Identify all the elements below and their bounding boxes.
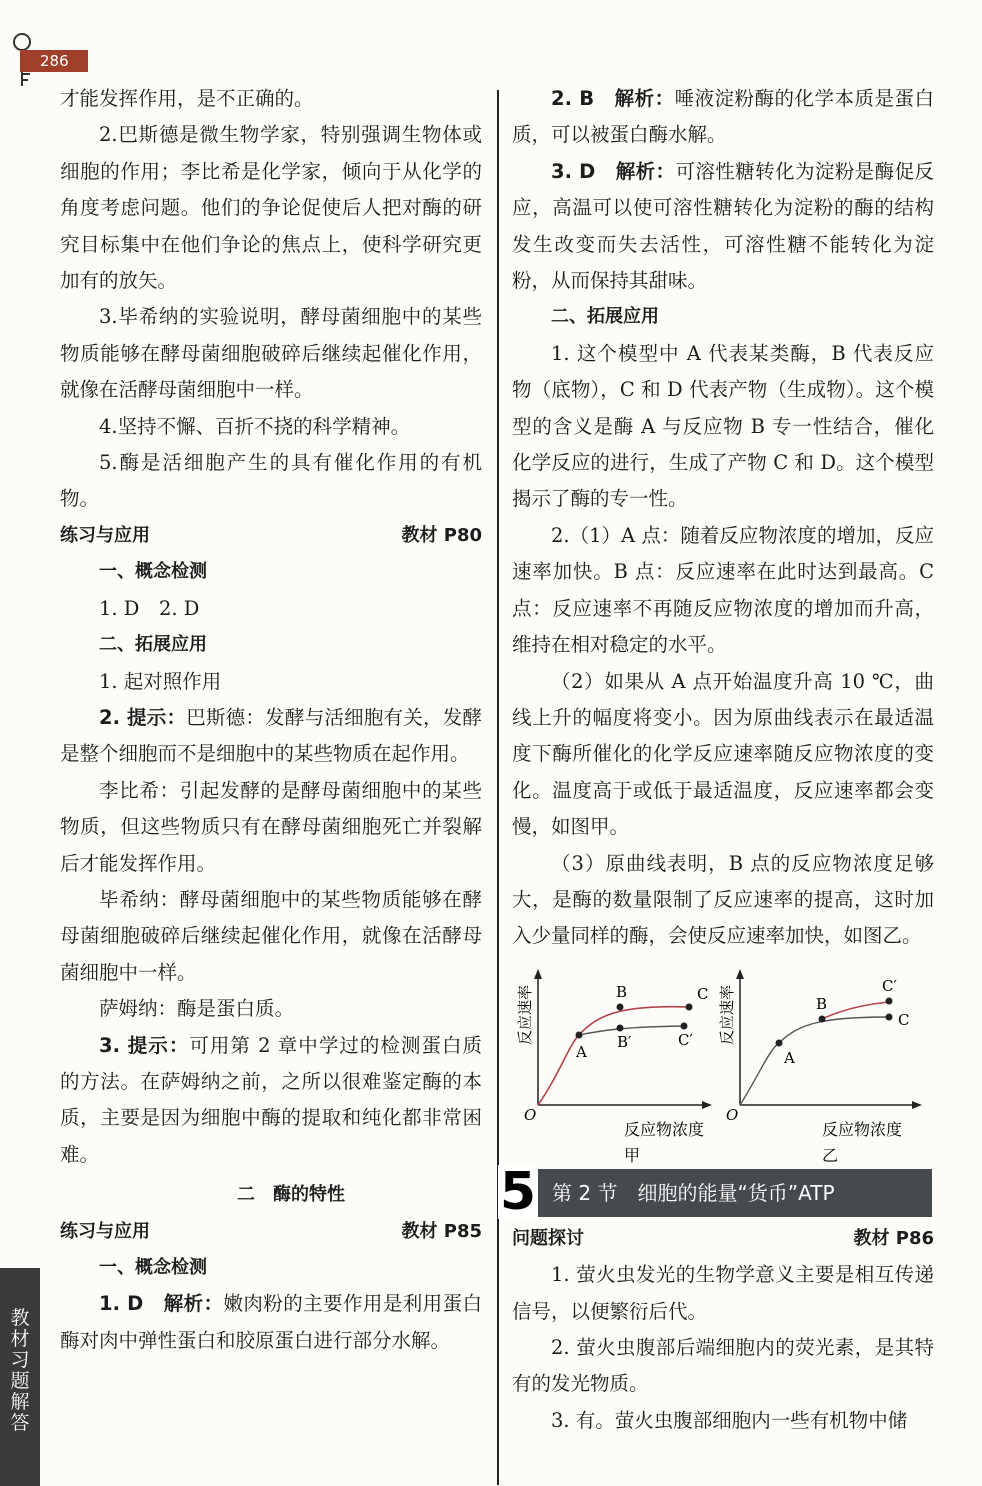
origin-label: O (524, 1105, 537, 1124)
paragraph: 1. 这个模型中 A 代表某类酶，B 代表反应物（底物），C 和 D 代表产物（生成物）。这个模型的含义是酶 A 与反应物 B 专一性结合，催化化学反应的进行，生成了产物 C 和 D。这个模型揭示了酶的专一性。 (512, 341, 934, 511)
chapter-number: 5 (499, 1161, 537, 1222)
section-banner-title: 第 2 节 细胞的能量“货币”ATP (552, 1180, 835, 1205)
paragraph: （2）如果从 A 点开始温度升高 10 ℃，曲线上升的幅度将变小。因为原曲线表示在最适温度下酶所催化的化学反应速率随反应物浓度的变化。温度高于或低于最适温度，反应速率都会变慢，如图甲。 (512, 669, 934, 839)
paragraph: （3）原曲线表明，B 点的反应物浓度足够大，是酶的数量限制了反应速率的提高，这时加入少量同样的酶，会使反应速率加快，如图乙。 (512, 851, 934, 948)
paragraph: 2.巴斯德是微生物学家，特别强调生物体或细胞的作用；李比希是化学家，倾向于从化学的角度考虑问题。他们的争论促使后人把对酶的研究目标集中在他们争论的焦点上，使科学研究更加有的放矢。 (60, 123, 482, 293)
right-column (499, 81, 934, 1439)
point-label: C (697, 984, 709, 1003)
point-label: B (616, 982, 628, 1001)
origin-label: O (726, 1105, 739, 1124)
paragraph: 2. 提示：巴斯德：发酵与活细胞有关，发酵是整个细胞而不是细胞中的某些物质在起作用。 (60, 705, 482, 766)
point-A (776, 1039, 783, 1046)
series-line-lower (579, 1026, 684, 1035)
left-column (60, 81, 482, 1359)
subheading: 一、概念检测 (99, 561, 207, 583)
series-line-original (740, 1017, 889, 1105)
point-label: A (784, 1048, 795, 1067)
answer-line: 1. 起对照作用 (99, 669, 222, 693)
x-axis-label: 反应物浓度 (624, 1119, 705, 1139)
paragraph: 毕希纳：酵母菌细胞中的某些物质能够在酵母菌细胞破碎后继续起催化作用，就像在活酵母菌细胞中一样。 (60, 887, 482, 984)
subheading: 一、概念检测 (99, 1257, 207, 1278)
point-label: C′ (678, 1030, 693, 1049)
paragraph: 1. 萤火虫发光的生物学意义主要是相互传递信号，以便繁衍后代。 (512, 1263, 934, 1323)
section-heading: 问题探讨 教材 P86 (512, 1227, 934, 1249)
chapter-section-banner (498, 1161, 932, 1222)
x-axis-arrow (912, 1101, 922, 1109)
chart-jia (516, 969, 712, 1165)
y-axis-label: 反应速率 (516, 984, 534, 1045)
paragraph: 2. B 解析：唾液淀粉酶的化学本质是蛋白质，可以被蛋白酶水解。 (512, 87, 934, 147)
chart-yi (718, 969, 922, 1165)
point-C (686, 1003, 693, 1010)
paragraph: 3.毕希纳的实验说明，酵母菌细胞中的某些物质能够在酵母菌细胞破碎后继续起催化作用，就像在活酵母菌细胞中一样。 (60, 305, 482, 402)
point-B (819, 1015, 826, 1022)
paragraph: 3. 有。萤火虫腹部细胞内一些有机物中储 (551, 1408, 908, 1432)
subheading: 二、拓展应用 (99, 634, 207, 656)
point-B (617, 1003, 624, 1010)
section-heading: 练习与应用 教材 P80 (60, 524, 482, 546)
paragraph: 才能发挥作用，是不正确的。 (60, 87, 314, 110)
answer-line: 1. D 2. D (99, 596, 200, 620)
paragraph: 萨姆纳：酶是蛋白质。 (99, 997, 295, 1021)
point-label: C (898, 1010, 910, 1029)
paragraph: 5.酶是活细胞产生的具有催化作用的有机物。 (60, 451, 482, 511)
point-label: B (816, 994, 828, 1013)
point-C (886, 1013, 893, 1020)
figure-charts (512, 955, 934, 1167)
paragraph: 2.（1）A 点：随着反应物浓度的增加，反应速率加快。B 点：反应速率在此时达到最高。C 点：反应速率不再随反应物浓度的增加而升高，维持在相对稳定的水平。 (512, 523, 934, 657)
chart-caption: 甲 (624, 1145, 641, 1165)
paragraph: 1. D 解析：嫩肉粉的主要作用是利用蛋白酶对肉中弹性蛋白和胶原蛋白进行部分水解。 (60, 1292, 482, 1352)
y-axis-arrow (736, 969, 744, 979)
y-axis-label: 反应速率 (718, 984, 736, 1045)
subheading: 二、拓展应用 (551, 306, 659, 328)
series-line-original (538, 1006, 689, 1104)
side-section-tab: 教 材 习 题 解 答 (0, 1268, 40, 1486)
point-A (576, 1031, 583, 1038)
section-title: 二 酶的特性 (237, 1184, 345, 1206)
paragraph: 3. 提示：可用第 2 章中学过的检测蛋白质的方法。在萨姆纳之前，之所以很难鉴定酶的本质，主要是因为细胞中酶的提取和纯化都非常困难。 (60, 1033, 482, 1166)
paragraph: 李比希：引起发酵的是酵母菌细胞中的某些物质，但这些物质只有在酵母菌细胞死亡并裂解后才能发挥作用。 (60, 778, 482, 875)
section-heading: 练习与应用 教材 P85 (60, 1220, 482, 1242)
point-label: B′ (617, 1032, 632, 1051)
page-number: 286 (20, 50, 88, 72)
point-B-prime (617, 1024, 624, 1031)
paragraph: 4.坚持不懈、百折不挠的科学精神。 (99, 414, 411, 438)
point-C-prime (681, 1022, 688, 1029)
paragraph: 3. D 解析：可溶性糖转化为淀粉是酶促反应，高温可以使可溶性糖转化为淀粉的酶的结构发生改变而失去活性，可溶性糖不能转化为淀粉，从而保持其甜味。 (512, 159, 934, 293)
point-C-prime (886, 997, 893, 1004)
point-label: C′ (882, 976, 897, 995)
y-axis-arrow (534, 969, 542, 979)
x-axis-arrow (702, 1101, 712, 1109)
point-label: A (576, 1042, 587, 1061)
paragraph: 2. 萤火虫腹部后端细胞内的荧光素，是其特有的发光物质。 (512, 1335, 934, 1396)
chart-caption: 乙 (822, 1145, 839, 1165)
x-axis-label: 反应物浓度 (822, 1119, 903, 1139)
column-divider (497, 90, 499, 1485)
